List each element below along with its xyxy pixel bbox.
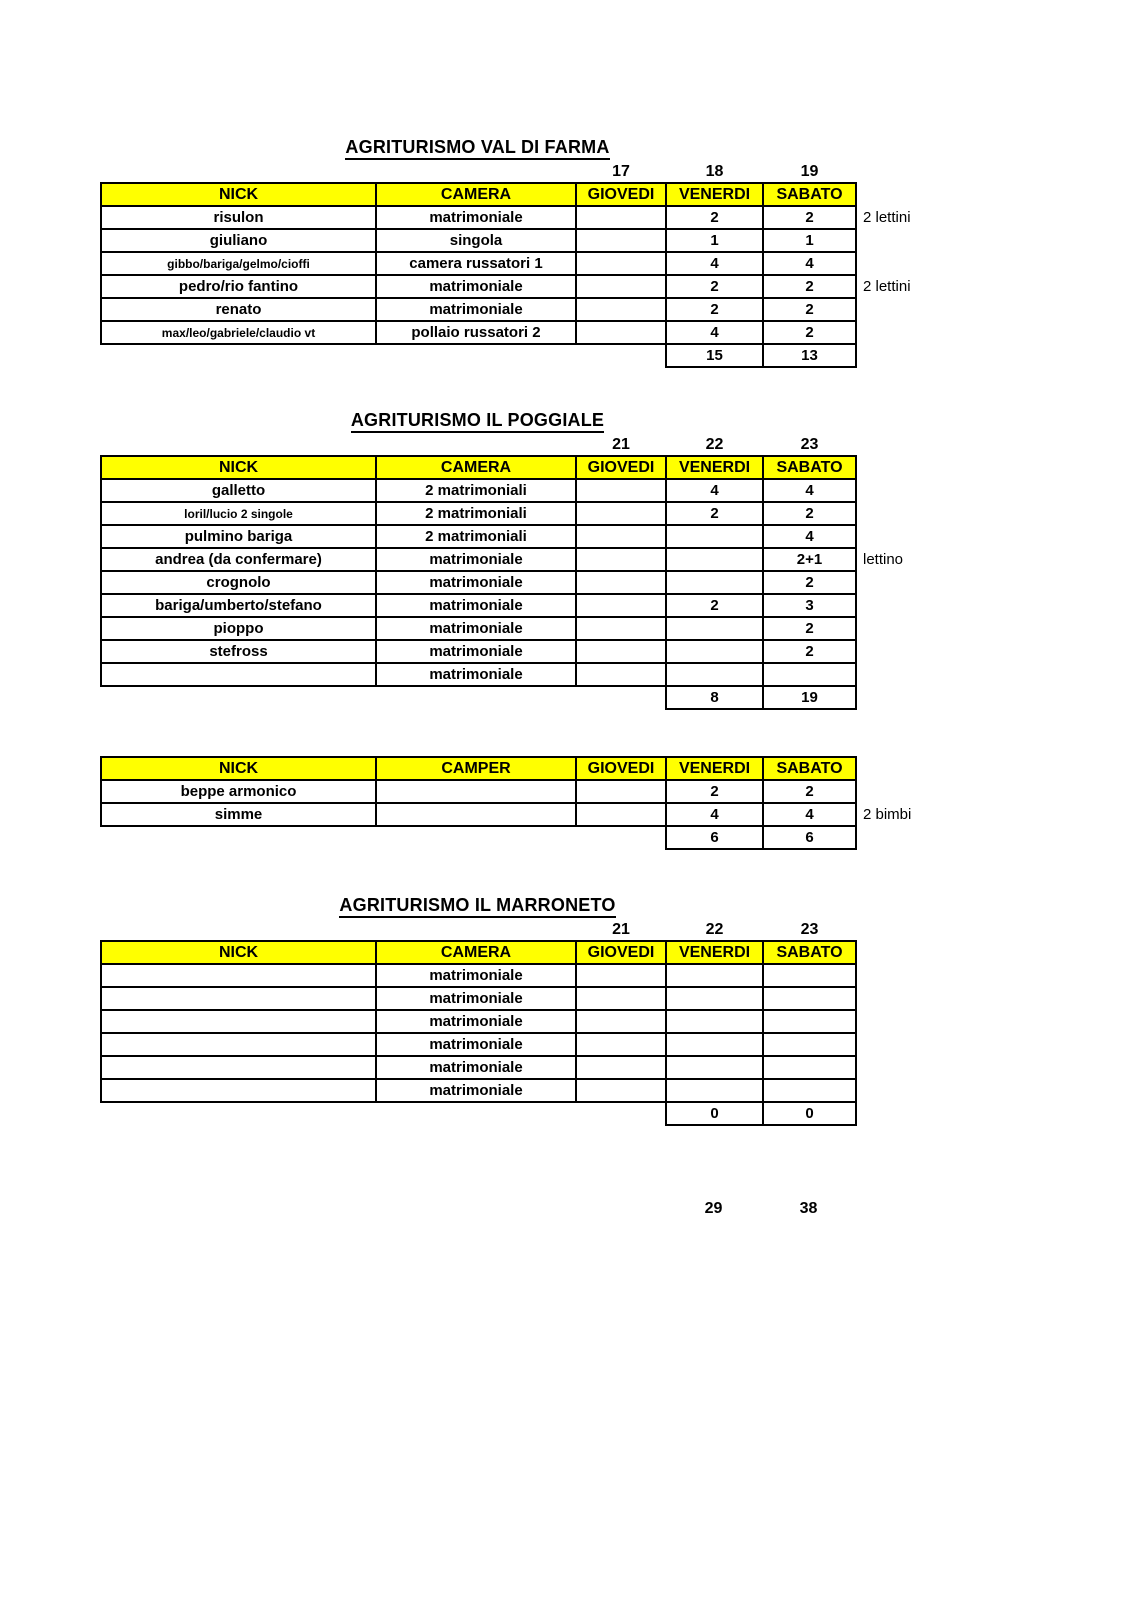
dates-row (101, 161, 996, 183)
cell-sabato: 2 (763, 321, 856, 344)
cell-camera: matrimoniale (376, 987, 576, 1010)
cell-camera: matrimoniale (376, 594, 576, 617)
table-row (101, 206, 996, 229)
table-block-val-di-farma (100, 137, 1131, 368)
grand-total-spacer (575, 1198, 665, 1219)
column-header-camera: CAMPER (376, 757, 576, 780)
cell-camera: singola (376, 229, 576, 252)
total-spacer (856, 826, 996, 849)
cell-venerdi (666, 1079, 763, 1102)
row-note: 2 lettini (863, 209, 911, 226)
cell-sabato: 4 (763, 525, 856, 548)
header-row (101, 941, 996, 964)
total-spacer (101, 1102, 376, 1125)
cell-camera: 2 matrimoniali (376, 479, 576, 502)
total-venerdi: 15 (666, 344, 763, 367)
total-spacer (576, 686, 666, 709)
column-header-camera: CAMERA (376, 456, 576, 479)
cell-camera: pollaio russatori 2 (376, 321, 576, 344)
cell-nick: simme (101, 803, 376, 826)
header-spacer (856, 941, 996, 964)
cell-venerdi (666, 1033, 763, 1056)
cell-nick (101, 663, 376, 686)
table-row (101, 1056, 996, 1079)
total-sabato: 19 (763, 686, 856, 709)
table-block-il-marroneto (100, 895, 1131, 1126)
row-note (856, 1033, 996, 1056)
cell-venerdi (666, 640, 763, 663)
cell-venerdi (666, 525, 763, 548)
dates-row (101, 434, 996, 456)
cell-camera: matrimoniale (376, 617, 576, 640)
table-title-text: AGRITURISMO IL MARRONETO (339, 895, 615, 918)
cell-giovedi (576, 548, 666, 571)
total-spacer (376, 1102, 576, 1125)
cell-sabato: 4 (763, 252, 856, 275)
row-note (856, 229, 996, 252)
total-row (101, 344, 996, 367)
cell-camera: matrimoniale (376, 1056, 576, 1079)
cell-venerdi (666, 1056, 763, 1079)
column-header-giovedi: GIOVEDI (576, 941, 666, 964)
row-note (856, 298, 996, 321)
table-block-camper (100, 756, 1131, 850)
cell-nick: loril/lucio 2 singole (101, 502, 376, 525)
cell-venerdi: 2 (666, 298, 763, 321)
booking-table-il-marroneto (100, 919, 997, 1126)
total-spacer (376, 826, 576, 849)
date-label: 23 (800, 920, 819, 938)
total-venerdi: 8 (666, 686, 763, 709)
cell-giovedi (576, 640, 666, 663)
grand-total-spacer (375, 1198, 575, 1219)
table-row (101, 1079, 996, 1102)
cell-nick: crognolo (101, 571, 376, 594)
row-note (856, 1010, 996, 1033)
cell-venerdi (666, 617, 763, 640)
cell-nick: beppe armonico (101, 780, 376, 803)
cell-sabato (763, 1079, 856, 1102)
cell-nick (101, 964, 376, 987)
grand-total-venerdi: 29 (704, 1199, 723, 1217)
cell-sabato: 2 (763, 617, 856, 640)
cell-camera: matrimoniale (376, 640, 576, 663)
cell-sabato: 2+1 (763, 548, 856, 571)
cell-venerdi (666, 1010, 763, 1033)
cell-venerdi: 4 (666, 479, 763, 502)
cell-venerdi: 2 (666, 780, 763, 803)
cell-giovedi (576, 964, 666, 987)
cell-sabato: 2 (763, 502, 856, 525)
column-header-sabato: SABATO (763, 183, 856, 206)
cell-venerdi (666, 663, 763, 686)
table-row (101, 594, 996, 617)
row-note (856, 321, 996, 344)
date-label: 22 (705, 920, 724, 938)
total-spacer (376, 686, 576, 709)
column-header-venerdi: VENERDI (666, 757, 763, 780)
cell-nick (101, 1033, 376, 1056)
grand-total-spacer (855, 1198, 995, 1219)
row-note (856, 987, 996, 1010)
cell-giovedi (576, 1010, 666, 1033)
cell-camera: 2 matrimoniali (376, 502, 576, 525)
row-note (856, 502, 996, 525)
table-title (100, 137, 855, 158)
cell-sabato: 2 (763, 275, 856, 298)
row-note: 2 lettini (863, 278, 911, 295)
row-note (856, 594, 996, 617)
header-row (101, 183, 996, 206)
cell-sabato (763, 1033, 856, 1056)
row-note (856, 617, 996, 640)
cell-sabato: 1 (763, 229, 856, 252)
cell-giovedi (576, 1079, 666, 1102)
cell-camera: matrimoniale (376, 298, 576, 321)
total-spacer (101, 344, 376, 367)
total-sabato: 6 (763, 826, 856, 849)
table-row (101, 964, 996, 987)
dates-spacer (856, 919, 996, 941)
date-label: 18 (705, 162, 724, 180)
cell-giovedi (576, 780, 666, 803)
dates-spacer (376, 161, 576, 183)
total-row (101, 686, 996, 709)
cell-sabato (763, 964, 856, 987)
cell-camera: matrimoniale (376, 1010, 576, 1033)
cell-venerdi (666, 548, 763, 571)
column-header-venerdi: VENERDI (666, 183, 763, 206)
date-label: 21 (612, 920, 630, 938)
table-title-text: AGRITURISMO VAL DI FARMA (345, 137, 609, 160)
grand-total-spacer (100, 1198, 375, 1219)
table-block-il-poggiale (100, 410, 1131, 710)
cell-nick (101, 1010, 376, 1033)
cell-venerdi: 4 (666, 252, 763, 275)
cell-nick: pioppo (101, 617, 376, 640)
cell-giovedi (576, 479, 666, 502)
cell-camera: matrimoniale (376, 1033, 576, 1056)
table-row (101, 617, 996, 640)
cell-sabato (763, 663, 856, 686)
table-row (101, 479, 996, 502)
cell-sabato: 2 (763, 640, 856, 663)
table-row (101, 525, 996, 548)
cell-giovedi (576, 594, 666, 617)
row-note (856, 252, 996, 275)
row-note (856, 640, 996, 663)
dates-spacer (101, 919, 376, 941)
column-header-venerdi: VENERDI (666, 456, 763, 479)
cell-nick: pedro/rio fantino (101, 275, 376, 298)
cell-giovedi (576, 1056, 666, 1079)
cell-venerdi (666, 964, 763, 987)
total-spacer (856, 344, 996, 367)
table-row (101, 502, 996, 525)
dates-spacer (101, 434, 376, 456)
row-note (856, 571, 996, 594)
column-header-camera: CAMERA (376, 941, 576, 964)
cell-camera: 2 matrimoniali (376, 525, 576, 548)
cell-camera: matrimoniale (376, 548, 576, 571)
cell-nick: giuliano (101, 229, 376, 252)
total-row (101, 826, 996, 849)
grand-total-sabato: 38 (799, 1199, 818, 1217)
column-header-giovedi: GIOVEDI (576, 456, 666, 479)
row-note (856, 780, 996, 803)
cell-giovedi (576, 1033, 666, 1056)
column-header-nick: NICK (101, 183, 376, 206)
cell-camera: matrimoniale (376, 206, 576, 229)
dates-spacer (856, 161, 996, 183)
header-spacer (856, 456, 996, 479)
table-row (101, 548, 996, 571)
table-row (101, 571, 996, 594)
cell-giovedi (576, 229, 666, 252)
cell-venerdi: 2 (666, 206, 763, 229)
cell-nick (101, 1056, 376, 1079)
dates-row (101, 919, 996, 941)
dates-spacer (376, 919, 576, 941)
cell-camera: matrimoniale (376, 1079, 576, 1102)
date-label: 23 (800, 435, 819, 453)
cell-camera: camera russatori 1 (376, 252, 576, 275)
cell-giovedi (576, 275, 666, 298)
cell-giovedi (576, 987, 666, 1010)
cell-nick: risulon (101, 206, 376, 229)
cell-giovedi (576, 525, 666, 548)
cell-nick (101, 1079, 376, 1102)
cell-camera: matrimoniale (376, 663, 576, 686)
cell-sabato (763, 1010, 856, 1033)
column-header-venerdi: VENERDI (666, 941, 763, 964)
cell-nick: pulmino bariga (101, 525, 376, 548)
cell-nick (101, 987, 376, 1010)
cell-venerdi: 2 (666, 502, 763, 525)
column-header-camera: CAMERA (376, 183, 576, 206)
grand-total-block (100, 1198, 1131, 1219)
grand-total-row (100, 1198, 995, 1219)
cell-nick: gibbo/bariga/gelmo/cioffi (101, 252, 376, 275)
row-note: lettino (863, 551, 904, 568)
table-title (100, 410, 855, 431)
cell-giovedi (576, 252, 666, 275)
table-title (100, 895, 855, 916)
row-note (856, 663, 996, 686)
column-header-giovedi: GIOVEDI (576, 757, 666, 780)
cell-sabato (763, 987, 856, 1010)
table-row (101, 803, 996, 826)
cell-giovedi (576, 298, 666, 321)
table-row (101, 780, 996, 803)
header-row (101, 757, 996, 780)
cell-camera: matrimoniale (376, 275, 576, 298)
cell-sabato (763, 1056, 856, 1079)
dates-spacer (101, 161, 376, 183)
table-row (101, 1033, 996, 1056)
dates-spacer (376, 434, 576, 456)
table-row (101, 298, 996, 321)
total-spacer (101, 686, 376, 709)
cell-camera: matrimoniale (376, 964, 576, 987)
table-row (101, 663, 996, 686)
cell-sabato: 2 (763, 206, 856, 229)
table-row (101, 252, 996, 275)
cell-nick: andrea (da confermare) (101, 548, 376, 571)
dates-spacer (856, 434, 996, 456)
cell-nick: galletto (101, 479, 376, 502)
cell-venerdi: 2 (666, 275, 763, 298)
cell-camera (376, 780, 576, 803)
column-header-giovedi: GIOVEDI (576, 183, 666, 206)
total-spacer (856, 1102, 996, 1125)
header-spacer (856, 757, 996, 780)
total-sabato: 13 (763, 344, 856, 367)
cell-venerdi: 2 (666, 594, 763, 617)
booking-table-camper (100, 756, 997, 850)
cell-giovedi (576, 803, 666, 826)
cell-sabato: 2 (763, 780, 856, 803)
cell-nick: stefross (101, 640, 376, 663)
cell-sabato: 3 (763, 594, 856, 617)
total-spacer (576, 1102, 666, 1125)
cell-venerdi: 4 (666, 321, 763, 344)
total-venerdi: 0 (666, 1102, 763, 1125)
cell-venerdi (666, 987, 763, 1010)
date-label: 19 (800, 162, 819, 180)
table-row (101, 1010, 996, 1033)
total-row (101, 1102, 996, 1125)
column-header-nick: NICK (101, 941, 376, 964)
date-label: 21 (612, 435, 630, 453)
row-note (856, 1079, 996, 1102)
table-row (101, 275, 996, 298)
row-note (856, 479, 996, 502)
cell-giovedi (576, 617, 666, 640)
date-label: 22 (705, 435, 724, 453)
cell-sabato: 4 (763, 479, 856, 502)
booking-table-il-poggiale (100, 434, 997, 710)
date-label: 17 (612, 162, 630, 180)
table-title-text: AGRITURISMO IL POGGIALE (351, 410, 604, 433)
total-sabato: 0 (763, 1102, 856, 1125)
table-row (101, 229, 996, 252)
cell-sabato: 2 (763, 571, 856, 594)
booking-table-val-di-farma (100, 161, 997, 368)
total-spacer (101, 826, 376, 849)
grand-total-table (100, 1198, 995, 1219)
row-note (856, 525, 996, 548)
cell-venerdi (666, 571, 763, 594)
cell-venerdi: 4 (666, 803, 763, 826)
cell-sabato: 2 (763, 298, 856, 321)
table-row (101, 640, 996, 663)
cell-giovedi (576, 502, 666, 525)
column-header-sabato: SABATO (763, 456, 856, 479)
cell-nick: renato (101, 298, 376, 321)
cell-venerdi: 1 (666, 229, 763, 252)
row-note (856, 1056, 996, 1079)
total-venerdi: 6 (666, 826, 763, 849)
cell-nick: bariga/umberto/stefano (101, 594, 376, 617)
row-note: 2 bimbi (863, 806, 912, 823)
total-spacer (576, 344, 666, 367)
table-row (101, 321, 996, 344)
column-header-sabato: SABATO (763, 757, 856, 780)
header-row (101, 456, 996, 479)
header-spacer (856, 183, 996, 206)
column-header-nick: NICK (101, 757, 376, 780)
cell-sabato: 4 (763, 803, 856, 826)
table-row (101, 987, 996, 1010)
total-spacer (856, 686, 996, 709)
cell-giovedi (576, 206, 666, 229)
column-header-nick: NICK (101, 456, 376, 479)
row-note (856, 964, 996, 987)
cell-giovedi (576, 663, 666, 686)
cell-camera: matrimoniale (376, 571, 576, 594)
cell-giovedi (576, 571, 666, 594)
cell-giovedi (576, 321, 666, 344)
column-header-sabato: SABATO (763, 941, 856, 964)
cell-nick: max/leo/gabriele/claudio vt (101, 321, 376, 344)
cell-camera (376, 803, 576, 826)
total-spacer (576, 826, 666, 849)
total-spacer (376, 344, 576, 367)
